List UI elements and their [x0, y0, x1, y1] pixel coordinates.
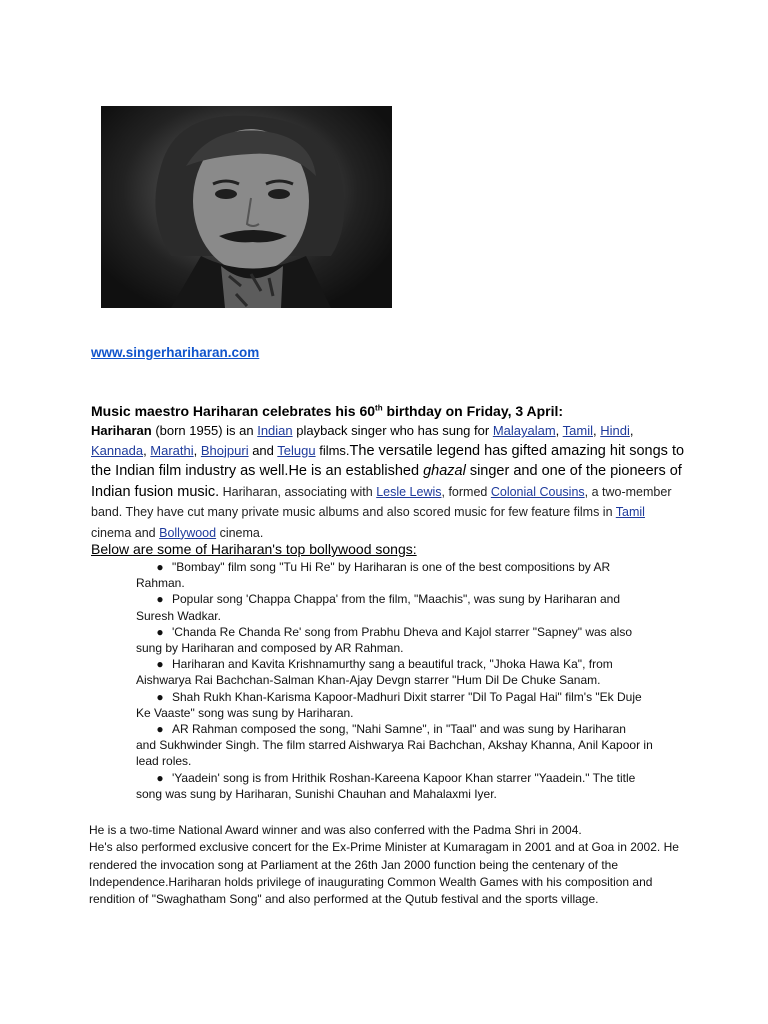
bullet-icon: ● [156, 560, 164, 574]
bullet-icon: ● [156, 722, 164, 737]
link-indian[interactable]: Indian [257, 423, 293, 438]
list-item: ● Hariharan and Kavita Krishnamurthy sang a beautiful track, "Jhoka Hawa Ka", from Aishwarya Rai Bachchan-Salman Khan-Ajay Devgn starrer "Hum Dil De Chuke Sanam. [136, 657, 613, 688]
link-colonial-cousins[interactable]: Colonial Cousins [490, 484, 585, 499]
bullet-icon: ● [156, 770, 164, 785]
intro-paragraph: Hariharan (born 1955) is an Indian playback singer who has sung for Malayalam, Tamil, Hindi, Kannada, Marathi, Bhojpuri and Telugu films.The versatile legend has gifted amazing hit songs to the Indian film industry as well.He is an established ghazal singer and one of the pioneers of Indian fusion music. Hariharan, associating with Lesle Lewis, formed Colonial Cousins, a two-member band. They have cut many private music albums and also scored music for few feature films in Tamil cinema and Bollywood cinema. [91, 423, 685, 540]
link-telugu[interactable]: Telugu [277, 442, 316, 458]
link-malayalam[interactable]: Malayalam [492, 423, 556, 438]
list-item: ● Shah Rukh Khan-Karisma Kapoor-Madhuri Dixit starrer "Dil To Pagal Hai" film's "Ek Duje Ke Vaaste" song was sung by Hariharan. [136, 689, 642, 720]
singer-name: Hariharan [91, 423, 152, 438]
bullet-icon: ● [156, 592, 164, 607]
link-hindi[interactable]: Hindi [600, 423, 630, 438]
list-item: ● 'Yaadein' song is from Hrithik Roshan-Kareena Kapoor Khan starrer "Yaadein." The title song was sung by Hariharan, Sunishi Chauhan and Mahalaxmi Iyer. [136, 770, 636, 801]
link-bhojpuri[interactable]: Bhojpuri [200, 442, 249, 458]
list-item: ● 'Chanda Re Chanda Re' song from Prabhu Dheva and Kajol starrer "Sapney" was also sung by Hariharan and composed by AR Rahman. [136, 624, 633, 656]
bullet-icon: ● [156, 624, 164, 639]
singer-photo [101, 106, 392, 308]
link-tamil-cinema[interactable]: Tamil [615, 505, 645, 519]
website-link[interactable]: www.singerhariharan.com [91, 345, 260, 360]
link-marathi[interactable]: Marathi [150, 442, 194, 458]
link-lesle-lewis[interactable]: Lesle Lewis [376, 484, 442, 499]
link-kannada[interactable]: Kannada [91, 442, 144, 458]
headline: Music maestro Hariharan celebrates his 60th birthday on Friday, 3 April: [91, 403, 564, 419]
songs-list [136, 559, 676, 802]
closing-paragraph: He is a two-time National Award winner and was also conferred with the Padma Shri in 2004. He's also performed exclusive concert for the Ex-Prime Minister at Kumaragam in 2001 and at Goa in 2002. He rendered the invocation song at Parliament at the 26th Jan 2000 function being the centenary of the Independence.Hariharan holds privilege of inaugurating Common Wealth Games with his composition and rendition of "Swaghatham Song" and also performed at the Qutub festival and the sports village. [89, 823, 679, 907]
songs-heading: Below are some of Hariharan's top bollywood songs: [91, 541, 417, 557]
link-bollywood[interactable]: Bollywood [159, 525, 217, 540]
list-item: ● Popular song 'Chappa Chappa' from the film, "Maachis", was sung by Hariharan and Suresh Wadkar. [136, 592, 621, 623]
bullet-icon: ● [156, 689, 164, 704]
list-item: ● "Bombay" film song "Tu Hi Re" by Hariharan is one of the best compositions by AR Rahman. [136, 560, 611, 591]
bullet-icon: ● [156, 657, 164, 672]
list-item: ● AR Rahman composed the song, "Nahi Samne", in "Taal" and was sung by Hariharan and Sukhwinder Singh. The film starred Aishwarya Rai Bachchan, Akshay Khanna, Anil Kapoor in lead roles. [136, 722, 653, 769]
link-tamil[interactable]: Tamil [562, 423, 594, 438]
portrait-illustration [101, 106, 392, 308]
